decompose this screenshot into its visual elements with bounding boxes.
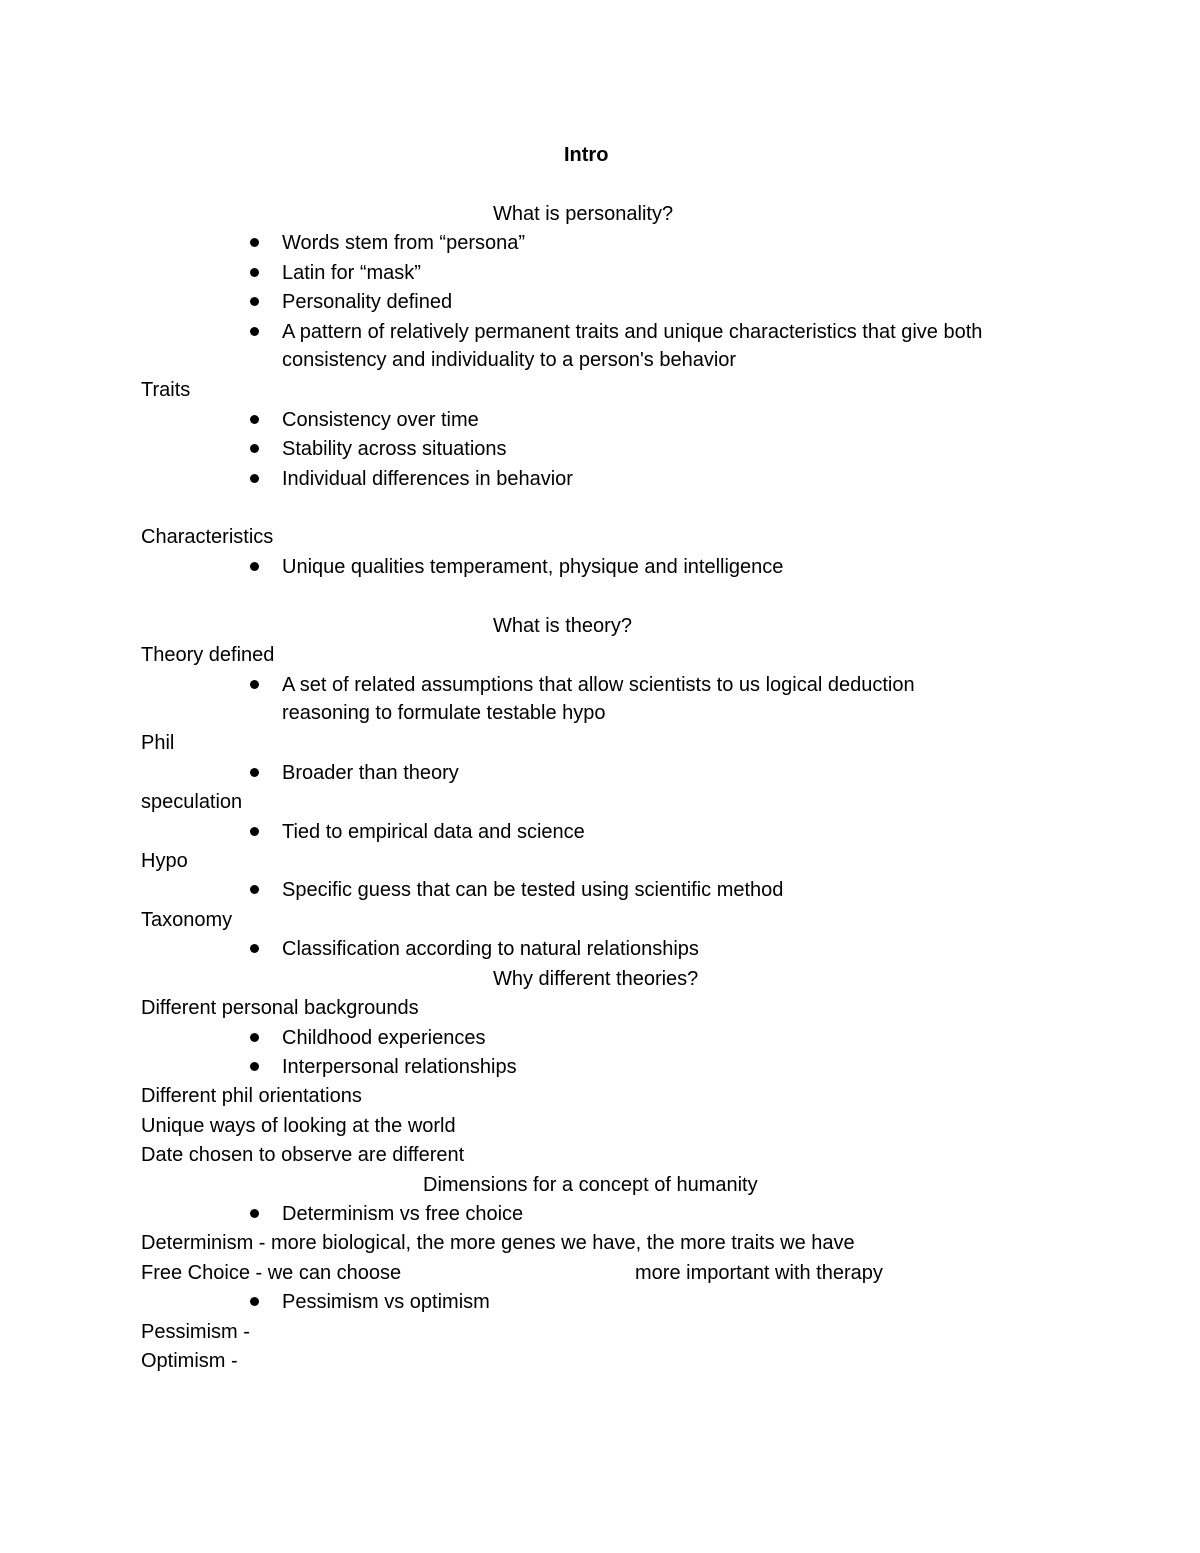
bullet-icon [250,562,259,571]
bullet-icon [250,268,259,277]
definition-line: A pattern of relatively permanent traits and unique characteristics that give both [282,321,983,343]
definition-line: consistency and individuality to a person's behavior [282,349,737,371]
list-item: Latin for “mask” [282,262,421,284]
text-line: Unique ways of looking at the world [141,1115,456,1137]
bullet-icon [250,1062,259,1071]
text-line: Date chosen to observe are different [141,1144,465,1166]
hypo-label: Hypo [141,850,188,872]
theory-defined-label: Theory defined [141,644,275,666]
text-line: Different phil orientations [141,1085,362,1107]
bullet-icon [250,444,259,453]
bullet-icon [250,474,259,483]
text-line: Optimism - [141,1350,238,1372]
list-item: Specific guess that can be tested using scientific method [282,879,784,901]
characteristics-label: Characteristics [141,526,274,548]
text-line: Free Choice - we can choose [141,1262,402,1284]
bullet-icon [250,827,259,836]
bullet-icon [250,327,259,336]
bullet-icon [250,680,259,689]
list-item: Tied to empirical data and science [282,821,585,843]
speculation-label: speculation [141,791,243,813]
backgrounds-label: Different personal backgrounds [141,997,419,1019]
list-item: Unique qualities temperament, physique and intelligence [282,556,784,578]
bullet-icon [250,238,259,247]
text-line: Pessimism - [141,1321,250,1343]
taxonomy-label: Taxonomy [141,909,233,931]
text-line: Determinism - more biological, the more genes we have, the more traits we have [141,1232,855,1254]
bullet-icon [250,1297,259,1306]
phil-label: Phil [141,732,175,754]
list-item: Words stem from “persona” [282,232,526,254]
list-item: Childhood experiences [282,1027,486,1049]
traits-label: Traits [141,379,191,401]
section-heading-personality: What is personality? [493,203,674,225]
bullet-icon [250,297,259,306]
document-title: Intro [564,144,609,166]
definition-line: A set of related assumptions that allow scientists to us logical deduction [282,674,915,696]
bullet-icon [250,768,259,777]
section-heading-dimensions: Dimensions for a concept of humanity [423,1174,758,1196]
section-heading-theory: What is theory? [493,615,632,637]
bullet-icon [250,1209,259,1218]
list-item: Broader than theory [282,762,459,784]
list-item: Individual differences in behavior [282,468,573,490]
bullet-icon [250,415,259,424]
bullet-icon [250,944,259,953]
bullet-icon [250,885,259,894]
list-item: Interpersonal relationships [282,1056,517,1078]
list-item: Determinism vs free choice [282,1203,524,1225]
list-item: Consistency over time [282,409,479,431]
list-item: Classification according to natural relationships [282,938,699,960]
list-item: Personality defined [282,291,453,313]
definition-line: reasoning to formulate testable hypo [282,702,606,724]
bullet-icon [250,1033,259,1042]
section-heading-why: Why different theories? [493,968,699,990]
side-note: more important with therapy [635,1262,883,1284]
list-item: Pessimism vs optimism [282,1291,490,1313]
list-item: Stability across situations [282,438,507,460]
